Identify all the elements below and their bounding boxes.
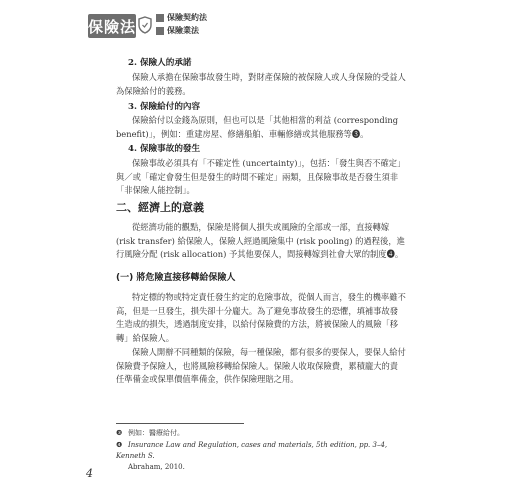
- subsection-paragraph-2: 保險人開辦不同種類的保險，每一種保險，都有很多的要保人，要保人給付保險費予保險人，也將風險移轉給保險人。保險人收取保險費，累積龐大的責任準備金或保單價值準備金，供作保險理賠之用。: [116, 347, 406, 384]
- footnote-divider: [116, 423, 244, 424]
- subsection-paragraph-1: 特定標的物或特定責任發生約定的危險事故，從個人而言，發生的機率雖不高，但是一旦發生，損失卻十分龐大。為了避免事故發生的恐懼，填補事故發生造成的損失，透過制度安排，以給付保險費的方法，將被保險人的風險「移轉」給保險人。: [116, 292, 406, 343]
- header-line2-text: 保險業法: [167, 26, 199, 35]
- footnote-4-line1: Insurance Law and Regulation, cases and materials, 5th edition, pp. 3–4, Kenneth S.: [116, 441, 388, 460]
- page-number: 4: [86, 467, 93, 480]
- footnote-3: [116, 428, 406, 439]
- footnote-4-mark: ❹: [116, 441, 123, 449]
- section-heading-economic: 二、經濟上的意義: [116, 201, 204, 214]
- item2-text: 保險人承擔在保險事故發生時，對財產保險的被保險人或人身保險的受益人為保險給付的義務。: [116, 72, 406, 96]
- running-header: [88, 6, 207, 40]
- square-bullet-icon: [156, 14, 164, 22]
- footnote-4-line2: Abraham, 2010.: [128, 463, 185, 471]
- header-line-industry-law: [156, 25, 207, 36]
- footnote-3-text: 例如：醫療給付。: [128, 429, 184, 437]
- square-bullet-icon: [156, 27, 164, 35]
- footnote-3-mark: ❸: [116, 429, 123, 437]
- footnote-4: [116, 440, 406, 473]
- subsection-heading-transfer: (一) 將危險直接移轉給保險人: [116, 273, 236, 283]
- header-line-contract-law: [156, 12, 207, 23]
- item2-heading: 2. 保險人的承諾: [128, 58, 192, 68]
- shield-icon: [138, 16, 152, 34]
- section-economic-paragraph: 從經濟功能的觀點，保險是將個人損失或風險的全部或一部，直接轉嫁 (risk transfer) 給保險人，保險人經過風險集中 (risk pooling) 的過程後，進行風險分配 (risk allocation) 予其他要保人，間接轉嫁到社會大眾的制度❹。: [116, 222, 405, 259]
- item4-heading: 4. 保險事故的發生: [128, 144, 201, 154]
- book-title-badge: 保險法: [88, 14, 136, 38]
- item4-text: 保險事故必須具有「不確定性 (uncertainty)」，包括：「發生與否不確定」與／或「確定會發生但是發生的時間不確定」兩類，且保險事故是否發生須非「非保險人能控制」。: [116, 158, 406, 195]
- item3-heading: 3. 保險給付的內容: [128, 102, 201, 112]
- item3-text: 保險給付以金錢為原則，但也可以是「其他相當的利益 (corresponding benefit)」，例如：重建房屋、修繕船舶、車輛修繕或其他服務等❸。: [116, 115, 399, 139]
- header-line1-text: 保險契約法: [167, 13, 207, 22]
